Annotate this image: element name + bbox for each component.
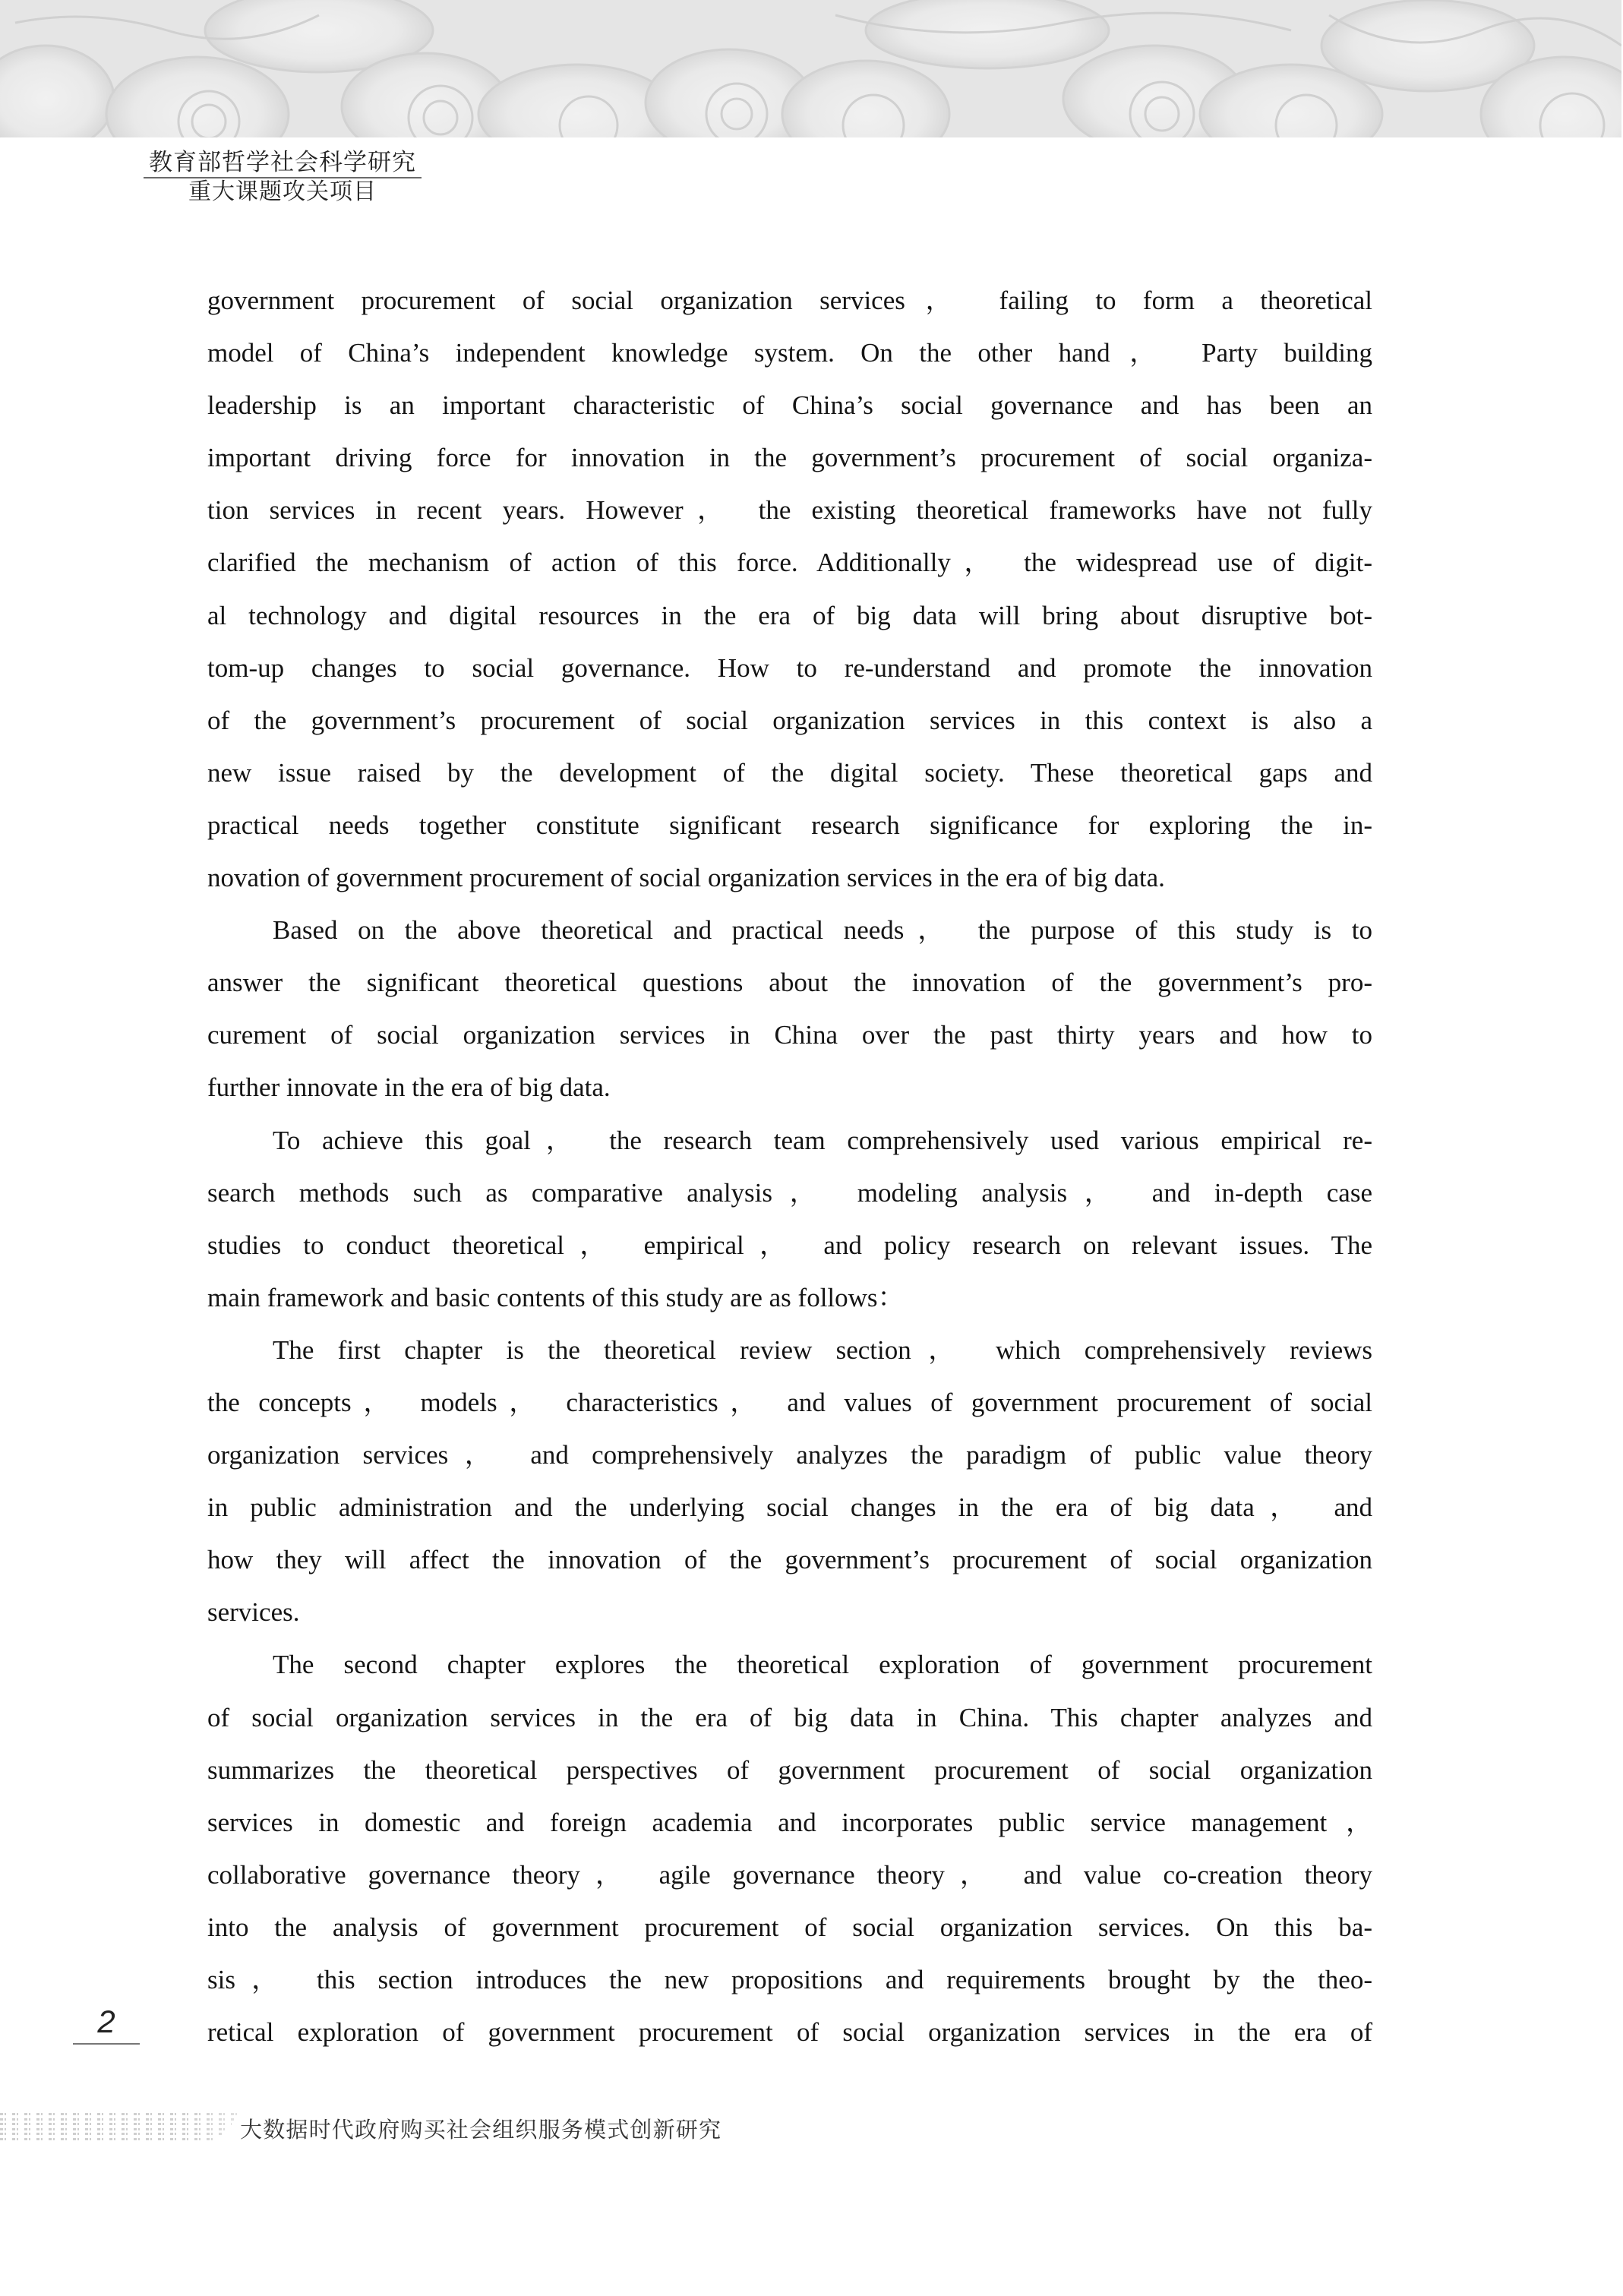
text-line: further innovate in the era of big data. [207, 1072, 611, 1103]
dot-row [0, 2118, 235, 2121]
dot-row [0, 2133, 222, 2135]
footer-dot-pattern [0, 2113, 242, 2142]
dot-row [0, 2138, 216, 2140]
series-title: 教育部哲学社会科学研究 [144, 149, 422, 178]
text-line: model of China’s independent knowledge system. On the other hand， Party building [207, 338, 1372, 368]
text-line: curement of social organization services in China over the past thirty years and how to [207, 1020, 1372, 1050]
dot-row [0, 2128, 228, 2130]
text-line: clarified the mechanism of action of this force. Additionally， the widespread use of digit- [207, 548, 1372, 578]
text-line: summarizes the theoretical perspectives of government procurement of social organization [207, 1754, 1372, 1785]
text-line: tom-up changes to social governance. How to re-understand and promote the innovation [207, 652, 1372, 683]
text-line: collaborative governance theory， agile governance theory， and value co-creation theory [207, 1859, 1372, 1890]
text-line: of the government’s procurement of social organization services in this context is also a [207, 705, 1372, 735]
text-line: services in domestic and foreign academia and incorporates public service management， [207, 1807, 1372, 1837]
text-line: of social organization services in the era of big data in China. This chapter analyzes and [207, 1702, 1372, 1732]
text-line: organization services， and comprehensively analyzes the paradigm of public value theory [207, 1440, 1372, 1470]
dot-row [0, 2123, 232, 2125]
series-subtitle: 重大课题攻关项目 [188, 178, 377, 205]
footer-book-title: 大数据时代政府购买社会组织服务模式创新研究 [240, 2117, 722, 2143]
text-line: leadership is an important characteristic of China’s social governance and has been an [207, 390, 1372, 421]
text-line: main framework and basic contents of this study are as follows： [207, 1282, 905, 1312]
text-line: To achieve this goal， the research team comprehensively used various empirical re- [273, 1125, 1372, 1155]
text-line: practical needs together constitute significant research significance for exploring the in- [207, 810, 1372, 840]
text-line: the concepts， models， characteristics， and values of government procurement of social [207, 1387, 1372, 1417]
cloud-pattern-icon [0, 0, 1621, 137]
text-line: important driving force for innovation in the government’s procurement of social organiza- [207, 443, 1372, 473]
text-line: al technology and digital resources in the era of big data will bring about disruptive bot- [207, 600, 1372, 630]
running-head [144, 149, 422, 206]
text-line: how they will affect the innovation of the government’s procurement of social organization [207, 1545, 1372, 1575]
text-line: retical exploration of government procurement of social organization services in the era of [207, 2017, 1372, 2048]
text-line: tion services in recent years. However， the existing theoretical frameworks have not fully [207, 495, 1372, 526]
text-line: answer the significant theoretical questions about the innovation of the government’s pro- [207, 968, 1372, 998]
decorative-cloud-banner [0, 0, 1621, 137]
body-text [207, 286, 1372, 2070]
text-line: services. [207, 1597, 300, 1628]
text-line: in public administration and the underlying social changes in the era of big data， and [207, 1492, 1372, 1523]
text-line: novation of government procurement of social organization services in the era of big data. [207, 863, 1165, 893]
text-line: sis， this section introduces the new propositions and requirements brought by the theo- [207, 1965, 1372, 1994]
dot-row [0, 2113, 242, 2115]
text-line: into the analysis of government procurement of social organization services. On this ba- [207, 1912, 1372, 1942]
text-line: government procurement of social organization services， failing to form a theoretical [207, 286, 1372, 315]
text-line: The second chapter explores the theoretical exploration of government procurement [273, 1650, 1372, 1680]
text-line: studies to conduct theoretical， empirical， and policy research on relevant issues. The [207, 1230, 1372, 1260]
page-number: 2 [73, 2005, 140, 2045]
text-line: The first chapter is the theoretical review section， which comprehensively reviews [273, 1334, 1372, 1365]
text-line: Based on the above theoretical and practical needs， the purpose of this study is to [273, 915, 1372, 946]
text-line: new issue raised by the development of the digital society. These theoretical gaps and [207, 757, 1372, 788]
text-line: search methods such as comparative analysis， modeling analysis， and in-depth case [207, 1177, 1372, 1208]
